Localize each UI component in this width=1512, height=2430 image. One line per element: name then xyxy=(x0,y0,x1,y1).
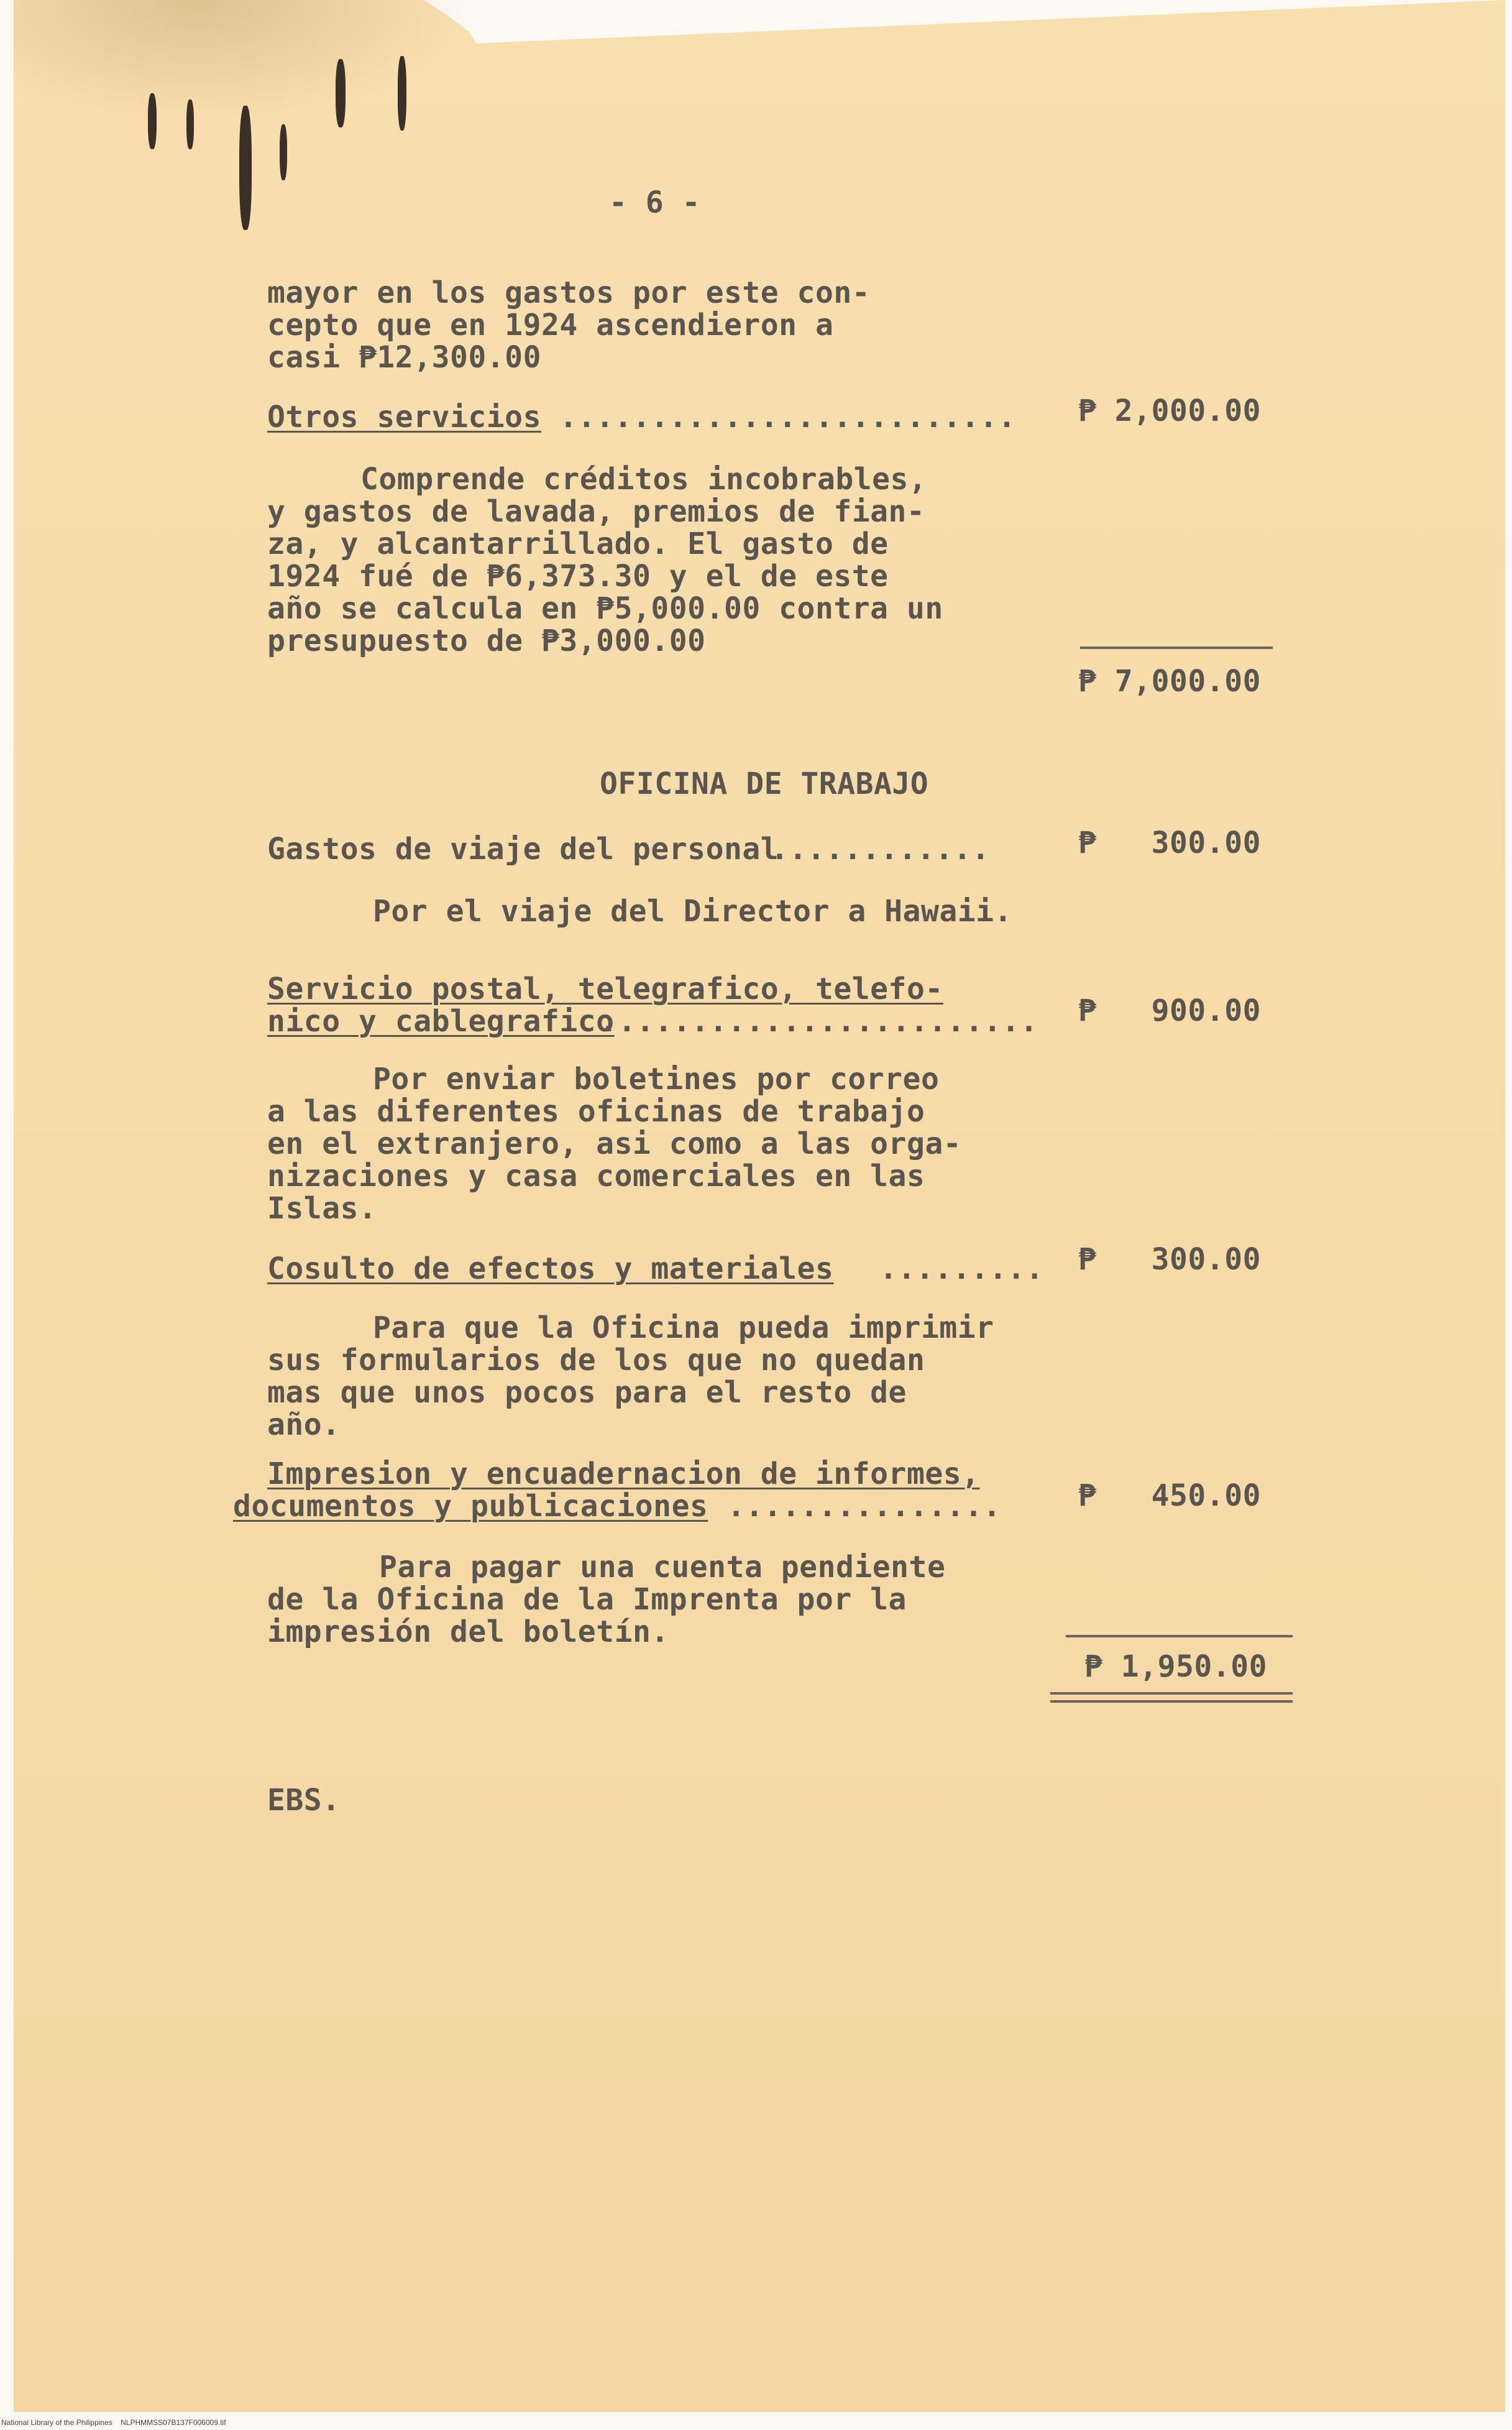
section-heading: OFICINA DE TRABAJO xyxy=(600,766,929,801)
leader-dots: ............ xyxy=(771,832,990,867)
paragraph-line: casi ₱12,300.00 xyxy=(267,340,541,375)
item-description: Para que la Oficina pueda imprimir xyxy=(373,1310,994,1345)
description-line: y gastos de lavada, premios de fian- xyxy=(267,494,925,529)
item-description: nizaciones y casa comerciales en las xyxy=(267,1159,925,1194)
total-rule-top xyxy=(1066,1635,1293,1637)
item-description: Por el viaje del Director a Hawaii. xyxy=(373,894,1012,929)
page-number: - 6 - xyxy=(609,185,700,220)
item-amount: ₱ 300.00 xyxy=(1078,826,1261,860)
subtotal-rule xyxy=(1080,647,1273,649)
item-label: documentos y publicaciones xyxy=(233,1489,708,1524)
item-description: Por enviar boletines por correo xyxy=(373,1062,940,1097)
archive-name: National Library of the Philippines xyxy=(1,2418,112,2427)
description-line: 1924 fué de ₱6,373.30 y el de este xyxy=(267,559,889,594)
otros-servicios-label: Otros servicios xyxy=(267,400,541,435)
leader-dots: ......... xyxy=(879,1251,1044,1286)
item-description: Para pagar una cuenta pendiente xyxy=(379,1550,946,1585)
item-description: año. xyxy=(267,1407,341,1442)
description-line: presupuesto de ₱3,000.00 xyxy=(267,624,706,658)
item-label: Cosulto de efectos y materiales xyxy=(267,1251,834,1286)
file-id: NLPHMMSS07B137F006009.tif xyxy=(121,2418,226,2427)
item-amount: ₱ 450.00 xyxy=(1078,1478,1261,1513)
item-description: mas que unos pocos para el resto de xyxy=(267,1375,907,1410)
item-description: Islas. xyxy=(267,1191,377,1226)
leader-dots: ........................ xyxy=(600,1004,1038,1039)
archive-footer xyxy=(1,2418,226,2427)
item-description: de la Oficina de la Imprenta por la xyxy=(267,1582,907,1617)
paragraph-line: mayor en los gastos por este con- xyxy=(267,275,871,310)
item-description: sus formularios de los que no quedan xyxy=(267,1343,925,1378)
item-label: nico y cablegrafico xyxy=(267,1004,615,1039)
leader-dots: ............... xyxy=(727,1489,1001,1524)
section-total: ₱ 1,950.00 xyxy=(1084,1649,1267,1684)
item-description: en el extranjero, asi como a las orga- xyxy=(267,1126,962,1161)
item-label: Impresion y encuadernacion de informes, xyxy=(267,1457,980,1491)
paragraph-line: cepto que en 1924 ascendieron a xyxy=(267,308,834,343)
item-description: a las diferentes oficinas de trabajo xyxy=(267,1094,925,1129)
description-line: año se calcula en ₱5,000.00 contra un xyxy=(267,591,943,626)
otros-servicios-total: ₱ 7,000.00 xyxy=(1078,664,1261,699)
leader-dots: ......................... xyxy=(559,400,1016,435)
description-line: za, y alcantarrillado. El gasto de xyxy=(267,527,889,561)
description-line: Comprende créditos incobrables, xyxy=(360,462,927,497)
otros-servicios-amount: ₱ 2,000.00 xyxy=(1078,393,1261,428)
item-label: Gastos de viaje del personal xyxy=(267,832,779,867)
total-rule-bottom-2 xyxy=(1050,1700,1293,1703)
total-rule-bottom xyxy=(1050,1692,1293,1695)
item-amount: ₱ 300.00 xyxy=(1078,1242,1261,1277)
item-description: impresión del boletín. xyxy=(267,1614,669,1649)
typist-initials: EBS. xyxy=(267,1783,341,1818)
item-amount: ₱ 900.00 xyxy=(1078,993,1261,1028)
item-label: Servicio postal, telegrafico, telefo- xyxy=(267,972,943,1006)
